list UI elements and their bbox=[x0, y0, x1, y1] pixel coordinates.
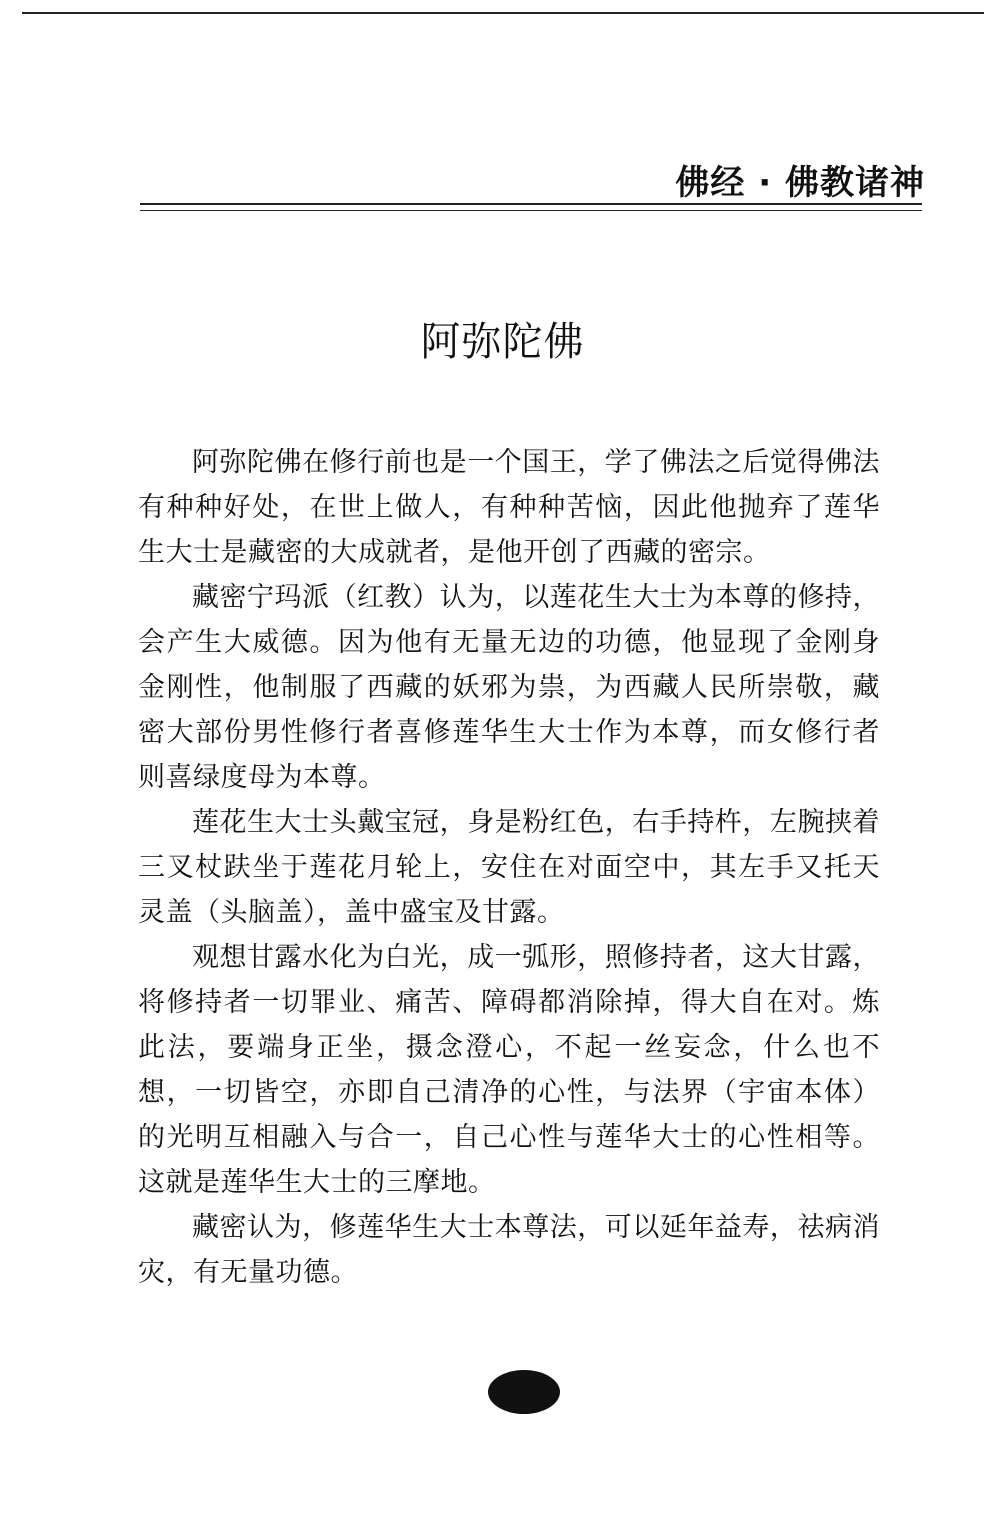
paragraph-1: 阿弥陀佛在修行前也是一个国王，学了佛法之后觉得佛法有种种好处，在世上做人，有种种苦恼，因此他抛弃了莲华生大士是藏密的大成就者，是他开创了西藏的密宗。 bbox=[138, 447, 880, 568]
paragraph-4: 观想甘露水化为白光，成一弧形，照修持者，这大甘露，将修持者一切罪业、痛苦、障碍都消除掉，得大自在对。炼此法，要端身正坐，摄念澄心，不起一丝妄念，什么也不想，一切皆空，亦即自己清净的心性，与法界（宇宙本体）的光明互相融入与合一，自己心性与莲华大士的心性相等。这就是莲华生大士的三摩地。 bbox=[138, 942, 880, 1198]
paragraph-2: 藏密宁玛派（红教）认为，以莲花生大士为本尊的修持，会产生大威德。因为他有无量无边的功德，他显现了金刚身金刚性，他制服了西藏的妖邪为祟，为西藏人民所崇敬，藏密大部份男性修行者喜修莲华生大士作为本尊，而女修行者则喜绿度母为本尊。 bbox=[138, 582, 880, 793]
header-rule-thin bbox=[140, 210, 922, 211]
running-header-title: 佛经 · 佛教诸神 bbox=[675, 163, 925, 203]
page-number-badge bbox=[488, 1370, 560, 1414]
paragraph-3: 莲花生大士头戴宝冠，身是粉红色，右手持杵，左腕挟着三叉杖趺坐于莲花月轮上，安住在对面空中，其左手又托天灵盖（头脑盖），盖中盛宝及甘露。 bbox=[138, 807, 880, 928]
article-body bbox=[138, 440, 880, 1295]
top-border-line bbox=[22, 12, 984, 14]
article-title: 阿弥陀佛 bbox=[420, 319, 585, 365]
paragraph-5: 藏密认为，修莲华生大士本尊法，可以延年益寿，祛病消灾，有无量功德。 bbox=[138, 1212, 880, 1288]
header-rule-thick bbox=[140, 203, 922, 205]
